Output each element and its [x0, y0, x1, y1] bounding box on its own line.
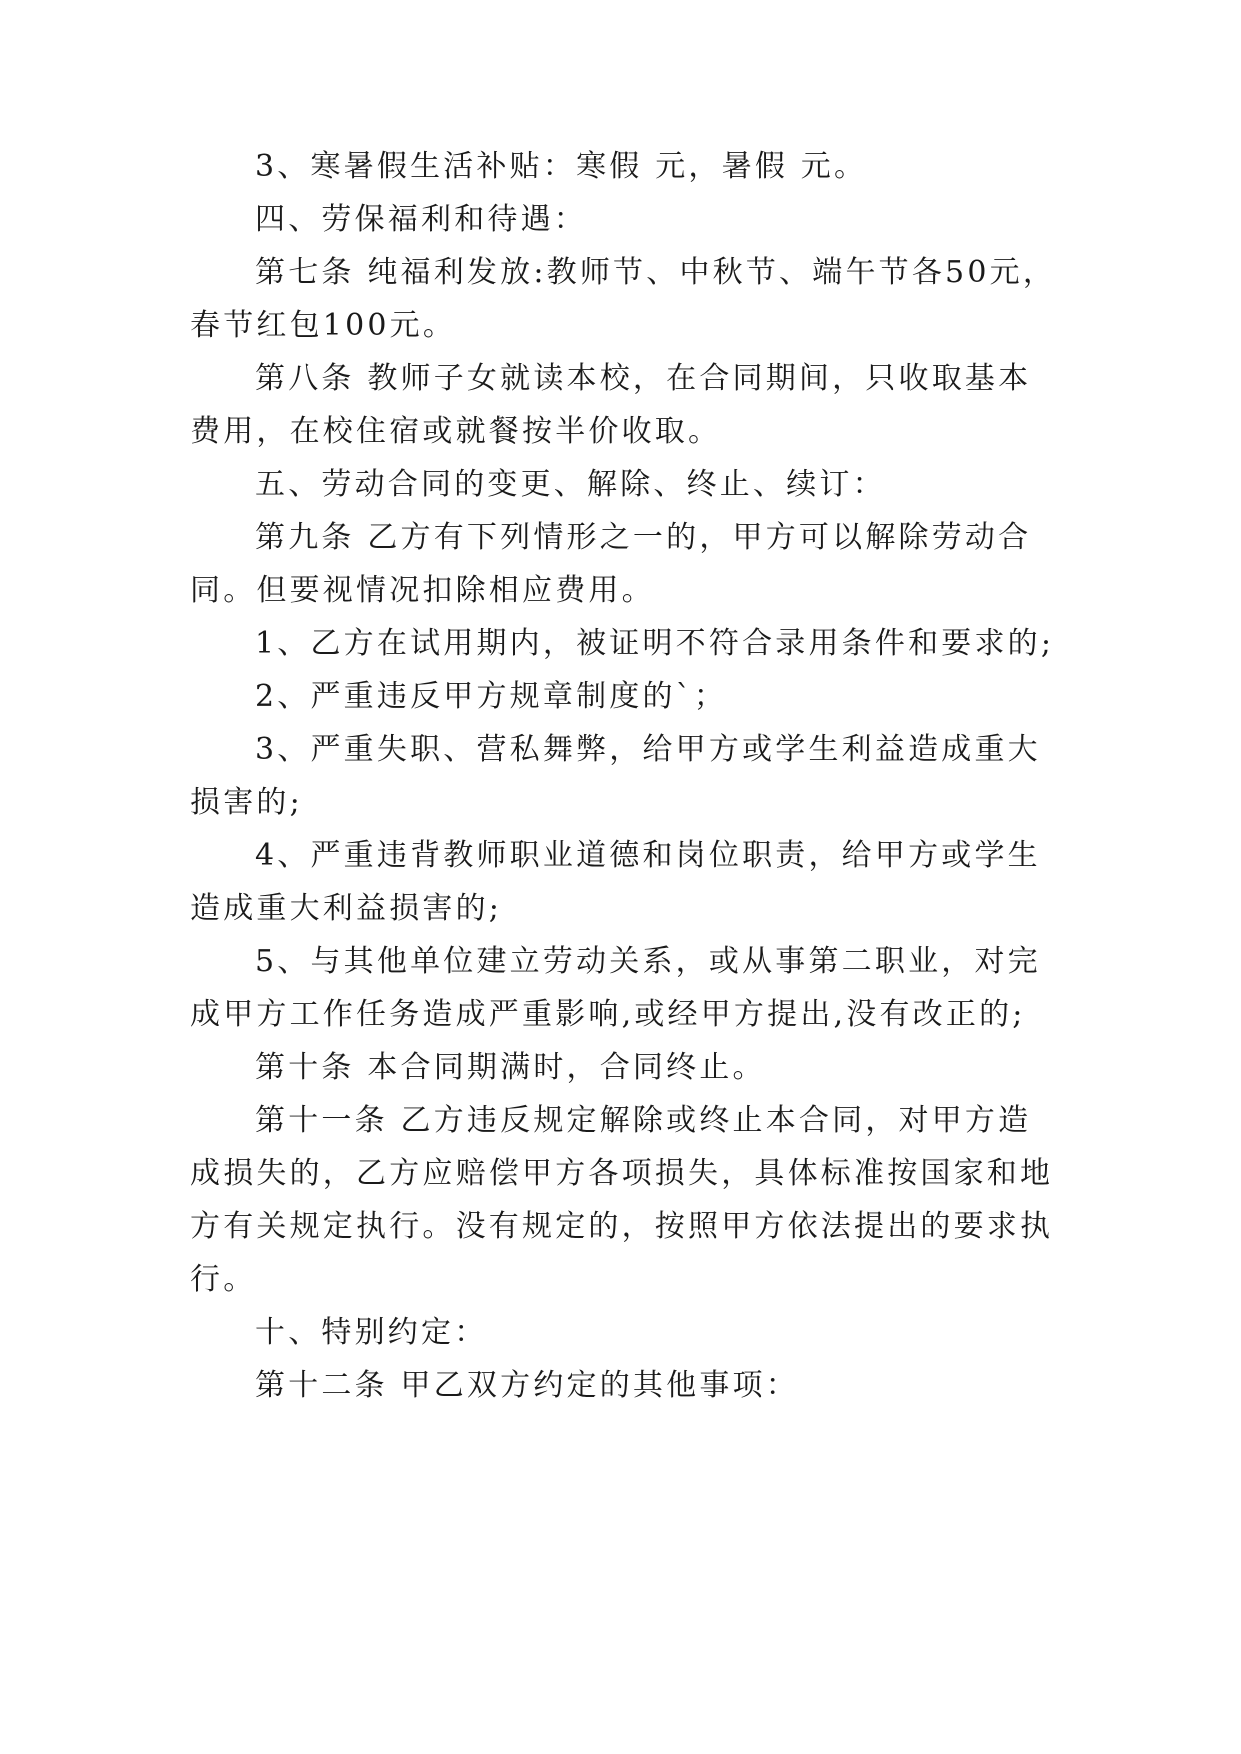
paragraph-line: 第十一条 乙方违反规定解除或终止本合同，对甲方造: [255, 1103, 1032, 1138]
paragraph-line: 方有关规定执行。没有规定的，按照甲方依法提出的要求执: [190, 1209, 1054, 1244]
paragraph-line: 第十条 本合同期满时，合同终止。: [255, 1050, 766, 1085]
paragraph-line: 第七条 纯福利发放:教师节、中秋节、端午节各50元，: [255, 255, 1057, 290]
list-item-continuation: 造成重大利益损害的;: [190, 891, 503, 926]
paragraph-line: 费用，在校住宿或就餐按半价收取。: [190, 414, 722, 449]
paragraph-line: 成损失的，乙方应赔偿甲方各项损失，具体标准按国家和地: [190, 1156, 1054, 1191]
list-item: 2、严重违反甲方规章制度的`；: [255, 679, 728, 714]
paragraph-line: 第十二条 甲乙双方约定的其他事项：: [255, 1368, 799, 1403]
list-item: 5、与其他单位建立劳动关系，或从事第二职业，对完: [255, 944, 1041, 979]
paragraph-line: 同。但要视情况扣除相应费用。: [190, 573, 655, 608]
list-item-continuation: 成甲方工作任务造成严重影响,或经甲方提出,没有改正的;: [190, 997, 1026, 1032]
list-item: 3、严重失职、营私舞弊，给甲方或学生利益造成重大: [255, 732, 1041, 767]
paragraph-line: 3、寒暑假生活补贴：寒假 元，暑假 元。: [255, 149, 868, 184]
list-item: 4、严重违背教师职业道德和岗位职责，给甲方或学生: [255, 838, 1041, 873]
section-heading: 五、劳动合同的变更、解除、终止、续订：: [255, 467, 886, 502]
list-item-continuation: 损害的;: [190, 785, 303, 820]
section-heading: 十、特别约定：: [255, 1315, 488, 1350]
paragraph-line: 春节红包100元。: [190, 308, 457, 343]
paragraph-line: 行。: [190, 1262, 257, 1297]
section-heading: 四、劳保福利和待遇：: [255, 202, 587, 237]
list-item: 1、乙方在试用期内，被证明不符合录用条件和要求的;: [255, 626, 1055, 661]
paragraph-line: 第九条 乙方有下列情形之一的，甲方可以解除劳动合: [255, 520, 1032, 555]
paragraph-line: 第八条 教师子女就读本校，在合同期间，只收取基本: [255, 361, 1032, 396]
